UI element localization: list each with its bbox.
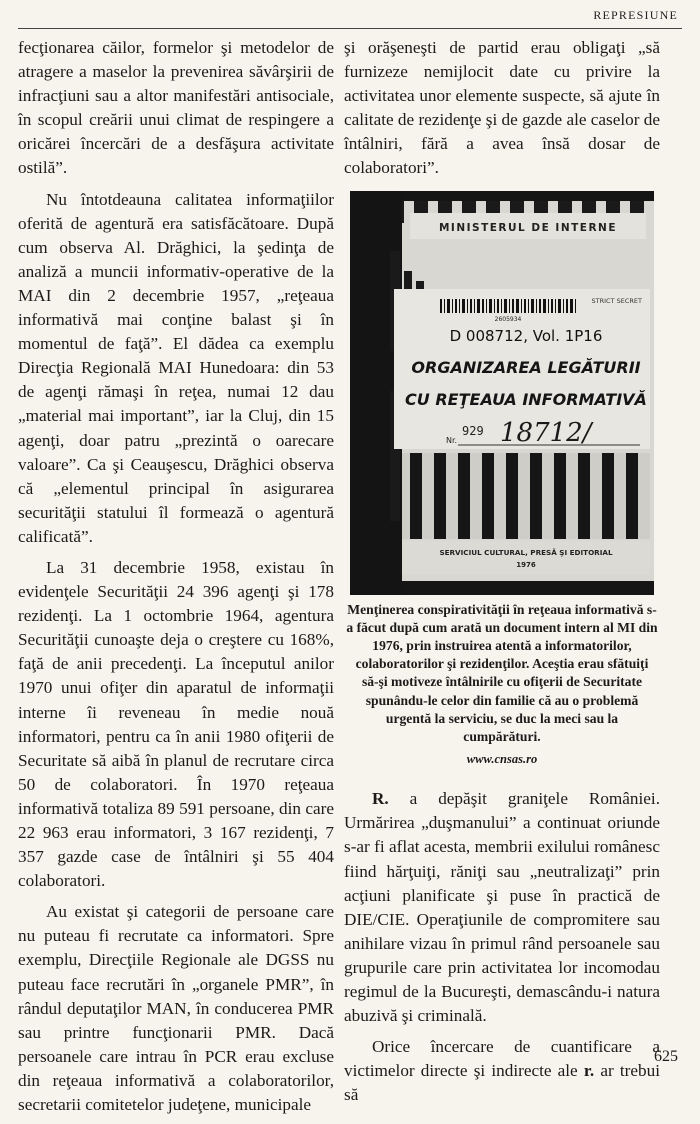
paragraph: Nu întotdeauna calitatea informaţiilor oferită de agentură era satisfăcătoare. După cum observa Al. Drăghici, la şedinţa de analiză a muncii informativ-operative de la MAI din 2 decembrie 1957, „reţeaua informativă mai conţine balast şi în momentul de faţă”. El dădea ca exemplu Direcţia Regională MAI Hunedoara: din 53 de agenţi rămaşi în reţea, numai 12 dau „material mai important”, iar la Cluj, din 15 agenţi, doar patru „prezintă o oarecare valoare”. Ca şi Ceauşescu, Drăghici observa că „elementul principal în asigurarea securităţii statului îl formează o agentură calificată”. <box>18 189 334 546</box>
caption-source: www.cnsas.ro <box>466 752 538 767</box>
paragraph: fecţionarea căilor, formelor şi metodelor de atragere a maselor la prevenirea săvârşirii de infracţiuni sau a altor manifestări antisociale, în scopul creării unui climat de respingere a oricărei încercări de a desfăşura activitate ostilă”. <box>18 38 334 178</box>
paragraph <box>344 787 660 1028</box>
paragraph <box>344 1035 660 1107</box>
left-column <box>18 36 334 1124</box>
publication-year: 1976 <box>516 560 536 569</box>
paragraph: şi orăşeneşti de partid erau obligaţi „să furnizeze nemijlocit date cu privire la activitatea unor elemente suspecte, să ajute în calitate de rezidenţe şi de gazde ale caselor de întâlniri, fără a avea însă dosar de colaboratori”. <box>344 38 660 178</box>
file-reference: D 008712, Vol. 1P16 <box>449 326 603 345</box>
publisher-text: SERVICIUL CULTURAL, PRESĂ ŞI EDITORIAL <box>439 547 613 557</box>
document-photo <box>350 191 654 595</box>
abbreviation: R. <box>372 789 389 809</box>
document-title-line-2: CU REŢEAUA INFORMATIVĂ <box>405 389 647 409</box>
abbreviation: r. <box>583 1061 595 1081</box>
barcode-number: 2605934 <box>494 315 522 323</box>
paragraph-text: ar trebui să <box>344 1061 660 1105</box>
paragraph: La 31 decembrie 1958, existau în evidenţele Securităţii 24 396 agenţi şi 178 rezidenţi. La 1 octombrie 1964, agentura Securităţii cunoaşte deja o creştere cu 168%, faţă de anii precedenţi. La începutul anilor 1970 unui ofiţer din aparatul de informaţii interne îi reveneau în medie nouă informatori, pentru ca în anii 1980 ofiţerii de Securitate să aibă în planul de recrutare circa 50 de colaboratori. În 1970 reţeaua informativă totaliza 89 591 persoane, din care 22 963 erau informatori, 3 167 rezidenţi, 7 357 gazde case de întâlniri şi 55 404 colaboratori. <box>18 557 334 891</box>
document-title-line-1: ORGANIZAREA LEGĂTURII <box>411 357 641 377</box>
number-label: Nr. <box>446 435 458 445</box>
photo-caption: Menţinerea conspirativităţii în reţeaua informativă s-a făcut după cum arată un document intern al MI din 1976, prin instruirea atentă a informatorilor, colaboratorilor şi rezidenţilor. Aceştia erau sfătuiţi să-şi motiveze întâlnirile cu ofiţerii de Securitate spunându-le celor din familie că au o problemă urgentă la serviciu, se duc la meci sau la cumpărături. <box>346 601 658 744</box>
paragraph-text: Orice încercare de cuantificare a victimelor directe şi indirecte ale <box>344 1037 660 1081</box>
right-column <box>344 36 660 1115</box>
running-head: REPRESIUNE <box>593 8 678 22</box>
page-number: 625 <box>654 1048 678 1065</box>
document-cover-image <box>350 191 654 595</box>
paragraph-text: a depăşit graniţele României. Urmărirea „duşmanului” a continuat oriunde s-ar fi aflat acesta, membrii exilului românesc fiind hărţuiţi, răniţi sau „neutralizaţi” prin acţiuni planificate şi puse în practică de DIE/CIE. Operaţiunile de compromitere sau anihilare vizau în primul rând persoanele sau grupurile care prin activitatea lor incomodau regimul de la Bucureşti, demascându-i natura abuzivă şi criminală. <box>344 789 660 1026</box>
printed-number: 929 <box>462 423 484 438</box>
paragraph: Au existat şi categorii de persoane care nu puteau fi recrutate ca informatori. Spre exemplu, Direcţiile Regionale ale DGSS nu puteau face recrutări în „organele PMR”, în rândul deputaţilor MAN, în conducerea PMR sau printre funcţionarii PMR. Dacă persoanele care intrau în PCR erau excluse din reţeaua informativă a colaboratorilor, secretarii comitetelor judeţene, municipale <box>18 902 334 1115</box>
handwritten-number: 18712/ <box>500 417 592 448</box>
header-rule <box>18 28 682 29</box>
stamp-text: STRICT SECRET <box>591 296 642 305</box>
ministry-header: MINISTERUL DE INTERNE <box>438 221 618 234</box>
